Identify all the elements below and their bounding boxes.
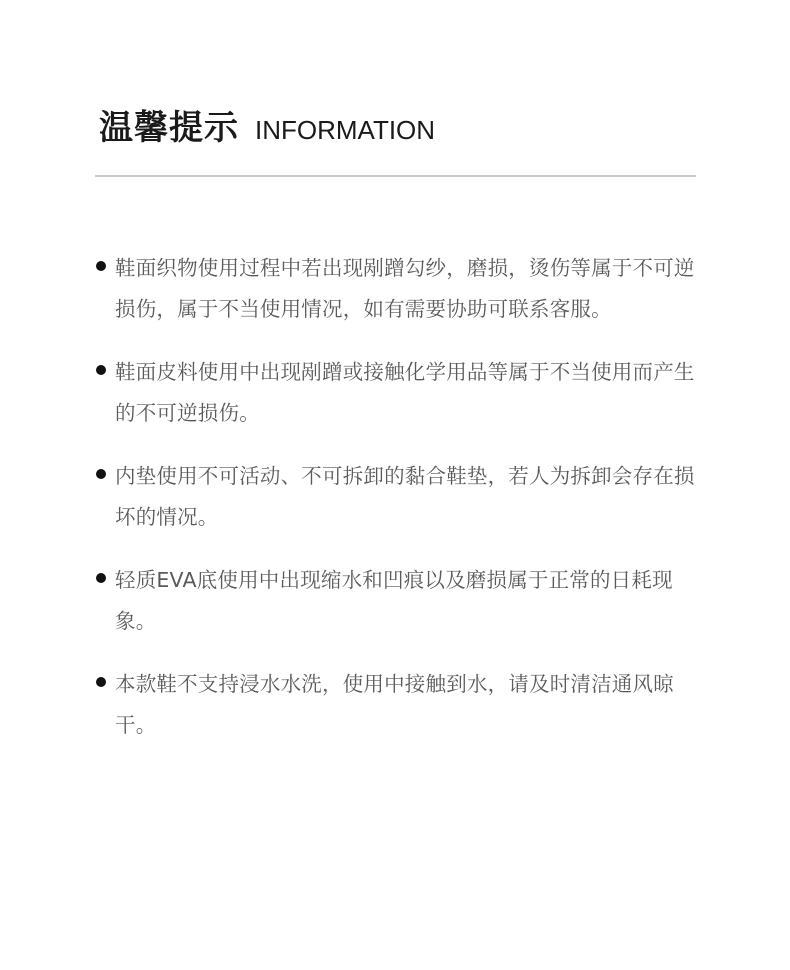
page-subtitle: INFORMATION <box>255 115 436 145</box>
notice-text: 本款鞋不支持浸水水洗，使用中接触到水，请及时清洁通风晾干。 <box>115 672 674 737</box>
bullet-icon <box>96 261 106 271</box>
notice-text: 轻质EVA底使用中出现缩水和凹痕以及磨损属于正常的日耗现象。 <box>115 568 673 633</box>
notice-item-4 <box>95 560 695 641</box>
notice-list <box>95 248 695 768</box>
bullet-icon <box>96 365 106 375</box>
header-divider <box>95 175 696 177</box>
notice-item-1 <box>95 248 695 329</box>
page-header <box>99 100 435 149</box>
notice-item-2 <box>95 352 695 433</box>
notice-item-3 <box>95 456 695 537</box>
notice-text: 鞋面皮料使用中出现剐蹭或接触化学用品等属于不当使用而产生的不可逆损伤。 <box>115 360 695 425</box>
bullet-icon <box>96 677 106 687</box>
bullet-icon <box>96 469 106 479</box>
page-title: 温馨提示 <box>99 108 239 148</box>
bullet-icon <box>96 573 106 583</box>
notice-text: 内垫使用不可活动、不可拆卸的黏合鞋垫，若人为拆卸会存在损坏的情况。 <box>115 464 695 529</box>
notice-text: 鞋面织物使用过程中若出现剐蹭勾纱，磨损，烫伤等属于不可逆损伤，属于不当使用情况，如有需要协助可联系客服。 <box>115 256 695 321</box>
notice-item-5 <box>95 664 695 745</box>
